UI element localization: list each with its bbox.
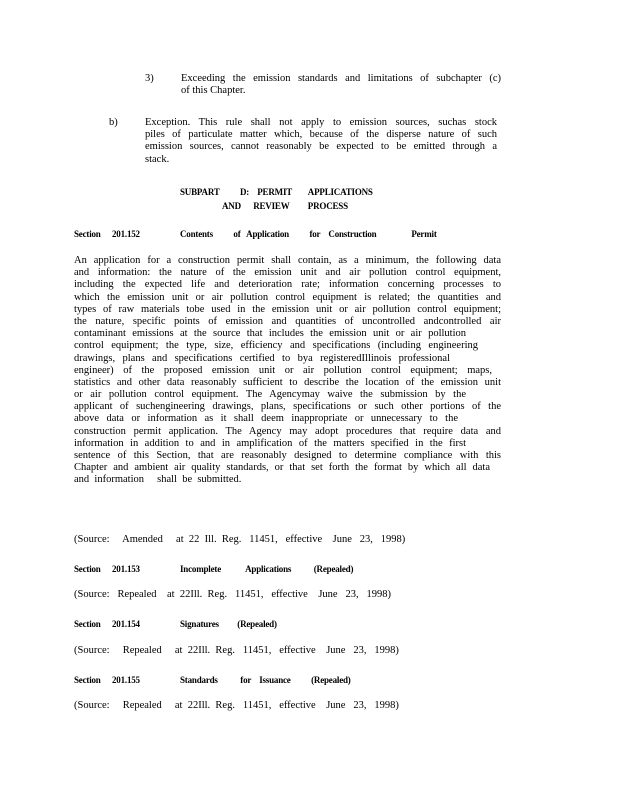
text-line: piles of particulate matter which, because of the disperse nature of such	[145, 129, 497, 141]
paragraph-line: construction permit application. The Agency may adopt procedures that require data and	[74, 425, 501, 437]
paragraph-line: and information: the nature of the emission unit and air pollution control equipment,	[74, 267, 501, 279]
list-letter-b: b)	[109, 117, 118, 128]
text-line: of this Chapter.	[181, 85, 246, 97]
section-number: 201.155	[112, 675, 140, 685]
source-note: (Source: Amended at 22 Ill. Reg. 11451, effective June 23, 1998)	[74, 534, 406, 545]
list-item-b-text	[145, 117, 497, 166]
section-label: Section	[74, 675, 101, 685]
paragraph-line: control equipment; the type, size, efficiency and specifications (including engineering	[74, 340, 478, 352]
section-number: 201.153	[112, 564, 140, 574]
section-label: Section	[74, 619, 101, 629]
section-number: 201.154	[112, 619, 140, 629]
paragraph-line: information in addition to and in amplification of the matters specified in the first	[74, 437, 466, 449]
section-title: Standards for Issuance (Repealed)	[180, 675, 351, 685]
paragraph-line: engineer) of the proposed emission unit or air pollution control equipment; maps,	[74, 364, 492, 376]
section-body-paragraph	[74, 255, 501, 487]
section-number: 201.152	[112, 229, 140, 239]
source-note: (Source: Repealed at 22Ill. Reg. 11451, effective June 23, 1998)	[74, 645, 399, 656]
paragraph-line: which the emission unit or air pollution control equipment is related; the quantities and	[74, 291, 501, 303]
paragraph-line: statistics and other data reasonably sufficient to describe the location of the emission unit	[74, 376, 501, 388]
paragraph-line: and information shall be submitted.	[74, 474, 242, 486]
list-item-3-text	[181, 73, 501, 97]
paragraph-line: Chapter and ambient air quality standards, or that set forth the format by which all data	[74, 462, 490, 474]
subpart-heading: SUBPART D: PERMIT APPLICATIONS	[180, 187, 373, 197]
source-note: (Source: Repealed at 22Ill. Reg. 11451, effective June 23, 1998)	[74, 589, 391, 600]
section-label: Section	[74, 229, 101, 239]
section-title: Signatures (Repealed)	[180, 619, 277, 629]
section-title: Incomplete Applications (Repealed)	[180, 564, 354, 574]
paragraph-line: types of raw materials tobe used in the emission unit or air pollution control equipment;	[74, 303, 501, 315]
text-line: Exception. This rule shall not apply to emission sources, suchas stock	[145, 117, 497, 128]
paragraph-line: An application for a construction permit shall contain, as a minimum, the following data	[74, 255, 501, 266]
paragraph-line: drawings, plans and specifications certified to bya registeredIllinois professional	[74, 352, 450, 364]
paragraph-line: including the expected life and deterioration rate; information concerning processes to	[74, 279, 501, 291]
paragraph-line: contaminant emissions at the source that includes the emission unit or air pollution	[74, 328, 466, 340]
text-line: stack.	[145, 153, 170, 165]
paragraph-line: the nature, specific points of emission and quantities of uncontrolled andcontrolled air	[74, 315, 501, 327]
subpart-heading-continued: AND REVIEW PROCESS	[222, 201, 348, 211]
paragraph-line: or air pollution control equipment. The Agencymay waive the submission by the	[74, 389, 466, 401]
text-line: Exceeding the emission standards and limitations of subchapter (c)	[181, 73, 501, 84]
source-note: (Source: Repealed at 22Ill. Reg. 11451, effective June 23, 1998)	[74, 700, 399, 711]
list-number-3: 3)	[145, 73, 154, 84]
text-line: emission sources, cannot reasonably be expected to be emitted through a	[145, 141, 497, 153]
section-title: Contents of Application for Construction Permit	[180, 229, 437, 239]
paragraph-line: applicant of suchengineering drawings, plans, specifications or such other portions of the	[74, 401, 501, 413]
paragraph-line: sentence of this Section, that are reasonably designed to determine compliance with this	[74, 450, 501, 461]
paragraph-line: above data or information as it shall deem inappropriate or unnecessary to the	[74, 413, 458, 425]
section-label: Section	[74, 564, 101, 574]
